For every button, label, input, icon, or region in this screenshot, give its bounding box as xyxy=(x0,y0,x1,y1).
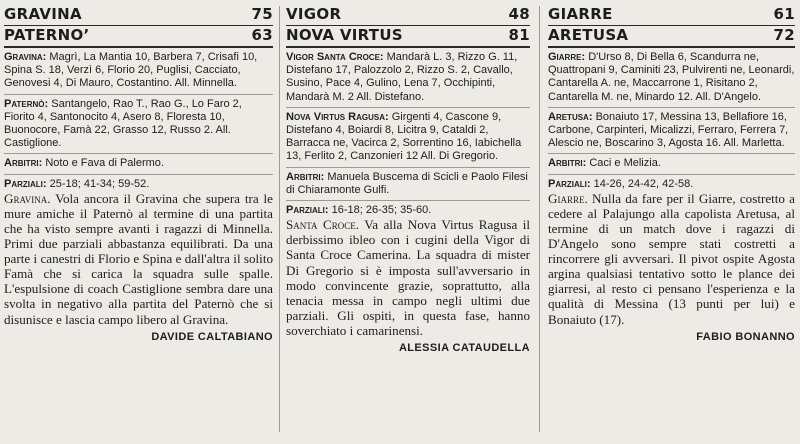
team-score: 75 xyxy=(251,6,273,23)
scoreline-away xyxy=(286,27,530,45)
report-text xyxy=(4,191,273,327)
referees-text: Caci e Melizia. xyxy=(589,157,661,170)
divider xyxy=(4,153,273,154)
partials-label: Parziali: xyxy=(286,204,329,217)
referees xyxy=(4,157,273,170)
report-dateline: Gravina. xyxy=(4,190,51,206)
divider xyxy=(548,46,795,48)
report-body: Va alla Nova Virtus Ragusa il derbissimo ibleo con i cugini della Vigor di Santa Croce Camerina. La squadra di mister Di Gregorio si è imposta sull'avversario in modo convincente grazie, soprattutto, alla tenacia messa in campo negli ultimi due parziali. Gli ospiti, in questa fase, hanno soverchiato i camarinensi. xyxy=(286,217,530,338)
referees-label: Arbitri: xyxy=(4,157,43,170)
lineup-text: Santangelo, Rao T., Rao G., Lo Faro 2, Fiorito 4, Santonocito 4, Asero 8, Floresta 10, Buonocore, Famà 22, Grasso 12, Russo 2. All. Castiglione. xyxy=(4,97,242,150)
team-name: GIARRE xyxy=(548,6,613,23)
lineup-label: Aretusa: xyxy=(548,110,593,123)
scoreline-home xyxy=(548,6,795,24)
scoreline-home xyxy=(4,6,273,24)
column-divider xyxy=(279,6,280,432)
team-name: NOVA VIRTUS xyxy=(286,26,403,44)
divider xyxy=(548,174,795,175)
scoreline-home xyxy=(286,6,530,24)
team-name: VIGOR xyxy=(286,6,342,23)
referees xyxy=(548,157,795,170)
author-byline: FABIO BONANNO xyxy=(696,330,795,343)
lineup-home xyxy=(548,51,795,104)
partials xyxy=(4,178,273,191)
partials xyxy=(286,204,530,217)
lineup-away xyxy=(286,111,530,164)
scoreline-away xyxy=(548,27,795,45)
lineup-away xyxy=(548,111,795,151)
divider xyxy=(286,107,530,108)
team-score: 61 xyxy=(773,6,795,23)
lineup-text: Bonaiuto 17, Messina 13, Bellafiore 16, Carbone, Carpinteri, Micalizzi, Ferraro, Ferrera 7, Alescio ne, Boscarino 3, Agosta 16. All. Marletta. xyxy=(548,110,789,150)
divider xyxy=(548,107,795,108)
report-text xyxy=(286,217,530,338)
divider xyxy=(4,174,273,175)
partials-text: 25-18; 41-34; 59-52. xyxy=(49,177,150,190)
divider xyxy=(4,46,273,48)
team-name: PATERNO’ xyxy=(4,26,90,44)
game-report-gravina-paterno xyxy=(4,6,273,438)
referees-text: Manuela Buscema di Scicli e Paolo Filesi di Chiaramonte Gulfi. xyxy=(286,170,528,196)
game-report-vigor-nova-virtus xyxy=(286,6,530,438)
lineup-label: Gravina: xyxy=(4,51,47,63)
author-byline: DAVIDE CALTABIANO xyxy=(151,330,273,343)
report-dateline: Giarre. xyxy=(548,190,588,206)
team-name: ARETUSA xyxy=(548,26,629,44)
divider xyxy=(286,200,530,201)
referees xyxy=(286,171,530,197)
lineup-label: Vigor Santa Croce: xyxy=(286,51,384,63)
lineup-label: Paternò: xyxy=(4,97,49,110)
lineup-away xyxy=(4,98,273,151)
report-body: Nulla da fare per il Giarre, costretto a cedere al Palajungo alla capolista Aretusa, al termine di un match dove i ragazzi di D'Angelo sono sempre stati costretti a rincorrere gli avversari. Il pivot ospite Agosta argina qualsiasi tentativo sotto le plance dei giarresi, al resto ci pensano l'esperienza e la qualità di Messina (13 punti per lui) e Bonaiuto (17). xyxy=(548,190,795,327)
divider xyxy=(4,94,273,95)
lineup-text: Girgenti 4, Cascone 9, Distefano 4, Boiardi 8, Licitra 9, Cataldi 2, Barraccа ne, Vacirca 2, Sorrentino 16, Iabichella 13, Ferlito 2, Canzonieri 12 All. Di Gregorio. xyxy=(286,110,522,163)
partials-text: 14-26, 24-42, 42-58. xyxy=(593,177,694,190)
scoreline-away xyxy=(4,27,273,45)
team-score: 48 xyxy=(508,6,530,23)
partials xyxy=(548,178,795,191)
lineup-home xyxy=(286,51,530,104)
lineup-text: Magrì, La Mantia 10, Barbera 7, Crisafi 10, Spina S. 18, Verzì 6, Florio 20, Puglisi, Cacciato, Genovesi 4, Di Mauro, Costantino. All. Minnella. xyxy=(4,51,258,90)
report-body: Vola ancora il Gravina che supera tra le mure amiche il Paternò al termine di una partita che ha visto sempre avanti i ragazzi di Minnella. Primi due parziali abbastanza equilibrati. Da una parte i canestri di Florio e Spina e dall'altra il solito Famà che si carica la squadra sulle spalle. L'espulsione di coach Castiglione sembra dare una svolta in negativo alla partita del Paternò che si disunisce e lascia campo libero al Gravina. xyxy=(4,190,273,327)
lineup-home xyxy=(4,51,273,91)
team-name: GRAVINA xyxy=(4,6,82,23)
divider xyxy=(548,153,795,154)
referees-text: Noto e Fava di Palermo. xyxy=(45,157,164,170)
lineup-label: Giarre: xyxy=(548,51,586,63)
report-dateline: Santa Croce. xyxy=(286,217,360,233)
column-divider xyxy=(539,6,540,432)
divider xyxy=(286,46,530,48)
lineup-text: Mandarà L. 3, Rizzo G. 11, Distefano 17, Palozzolo 2, Rizzo S. 2, Cavallo, Susino, Pace 4, Gulino, Lena 7, Occhipinti, Mandarà M. 2 All. Distefano. xyxy=(286,51,518,103)
game-report-giarre-aretusa xyxy=(548,6,795,438)
referees-label: Arbitri: xyxy=(286,170,325,183)
referees-label: Arbitri: xyxy=(548,157,587,170)
team-score: 63 xyxy=(251,26,273,44)
lineup-text: D'Urso 8, Di Bella 6, Scandurra ne, Quattropani 9, Caminiti 23, Pulvirenti ne, Leonardi, Cantarella A. ne, Maccarrone 1, Risitano 2, Cantarella M. ne, Minardo 12. All. D'Angelo. xyxy=(548,51,795,103)
partials-label: Parziali: xyxy=(4,177,47,190)
lineup-label: Nova Virtus Ragusa: xyxy=(286,110,389,123)
author-byline: ALESSIA CATAUDELLA xyxy=(398,341,530,354)
partials-text: 16-18; 26-35; 35-60. xyxy=(331,204,432,217)
partials-label: Parziali: xyxy=(548,177,591,190)
team-score: 81 xyxy=(508,26,530,44)
team-score: 72 xyxy=(773,26,795,44)
report-text xyxy=(548,191,795,327)
divider xyxy=(286,167,530,168)
